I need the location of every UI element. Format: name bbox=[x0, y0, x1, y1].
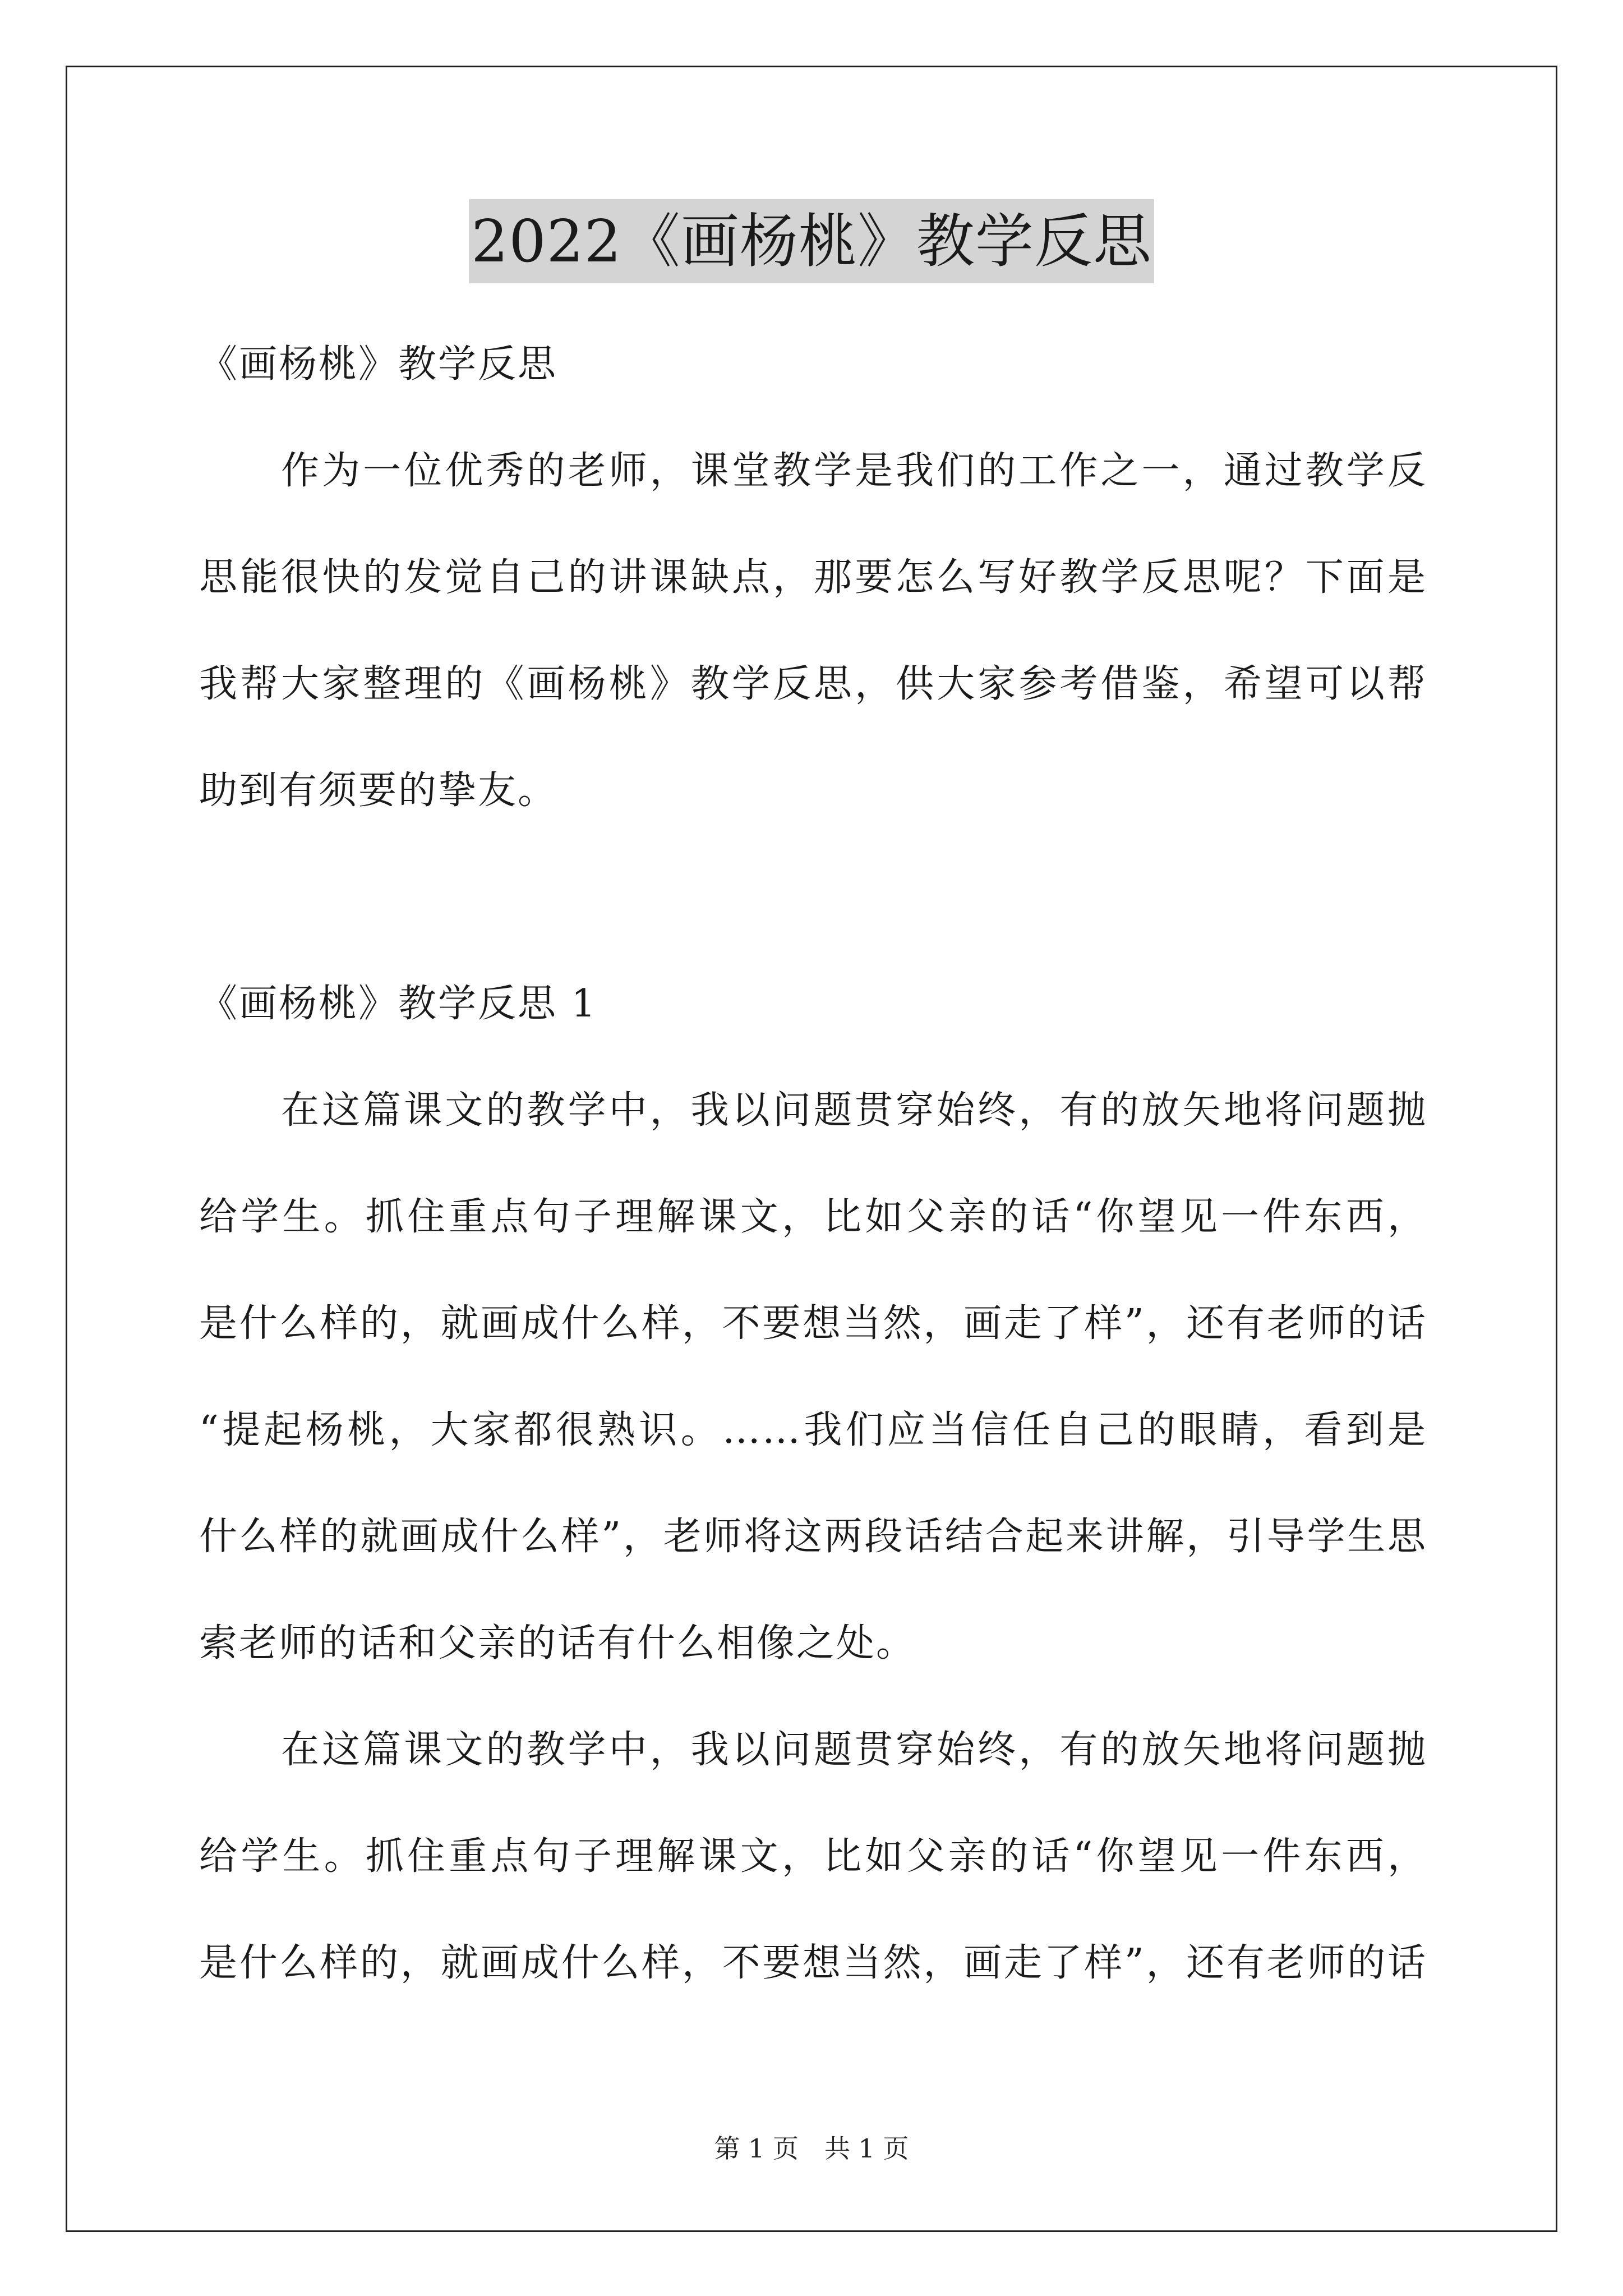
paragraph1-line: 是什么样的，就画成什么样，不要想当然，画走了样”，还有老师的话 bbox=[199, 1301, 1427, 1346]
paragraph2-line: 给学生。抓住重点句子理解课文，比如父亲的话“你望见一件东西， bbox=[199, 1834, 1427, 1879]
document-title-text: 2022《画杨桃》教学反思 bbox=[469, 199, 1154, 283]
paragraph1-line: 索老师的话和父亲的话有什么相像之处。 bbox=[199, 1621, 916, 1665]
intro-heading: 《画杨桃》教学反思 bbox=[199, 342, 558, 386]
paragraph1-line: “提起杨桃，大家都很熟识。……我们应当信任自己的眼睛，看到是 bbox=[199, 1408, 1427, 1452]
intro-line: 我帮大家整理的《画杨桃》教学反思，供大家参考借鉴，希望可以帮 bbox=[199, 662, 1427, 706]
paragraph1-line: 什么样的就画成什么样”，老师将这两段话结合起来讲解，引导学生思 bbox=[199, 1515, 1427, 1559]
paragraph2-line: 在这篇课文的教学中，我以问题贯穿始终，有的放矢地将问题抛 bbox=[281, 1728, 1427, 1772]
document-body bbox=[199, 311, 1427, 2017]
section-gap bbox=[199, 844, 1427, 951]
paragraph1-line: 在这篇课文的教学中，我以问题贯穿始终，有的放矢地将问题抛 bbox=[281, 1088, 1427, 1133]
page-footer: 第 1 页 共 1 页 bbox=[714, 2133, 909, 2164]
paragraph2-line: 是什么样的，就画成什么样，不要想当然，画走了样”，还有老师的话 bbox=[199, 1941, 1427, 1985]
intro-line: 助到有须要的挚友。 bbox=[199, 769, 558, 813]
intro-line: 思能很快的发觉自己的讲课缺点，那要怎么写好教学反思呢？下面是 bbox=[199, 555, 1427, 600]
intro-line: 作为一位优秀的老师，课堂教学是我们的工作之一，通过教学反 bbox=[281, 449, 1427, 493]
document-title bbox=[0, 199, 1623, 283]
paragraph1-line: 给学生。抓住重点句子理解课文，比如父亲的话“你望见一件东西， bbox=[199, 1195, 1427, 1239]
section1-heading: 《画杨桃》教学反思 1 bbox=[199, 982, 597, 1026]
